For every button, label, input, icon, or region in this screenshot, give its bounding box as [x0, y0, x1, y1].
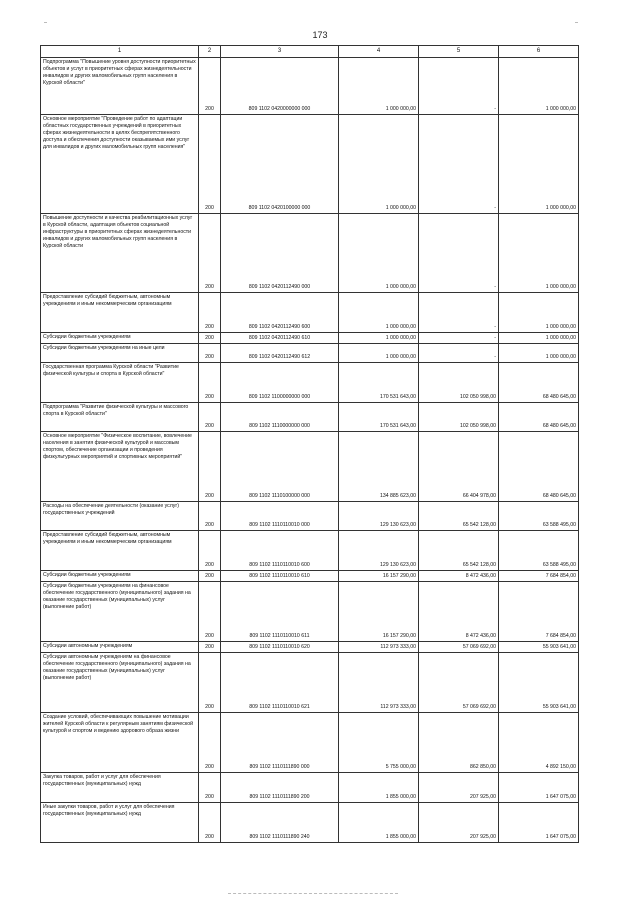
row-value-col5: - [419, 293, 499, 333]
table-row [41, 582, 579, 642]
row-value-col4: 129 130 623,00 [339, 531, 419, 571]
page-number: 173 [312, 30, 328, 40]
column-header: 4 [339, 46, 419, 58]
table-row [41, 363, 579, 403]
row-value-col4: 1 000 000,00 [339, 214, 419, 293]
row-col2-cell: 200 [199, 653, 221, 713]
row-code-cell: 809 1102 1110111890 240 [221, 803, 339, 843]
budget-table [40, 45, 579, 843]
row-value-col6: 68 480 645,00 [499, 363, 579, 403]
row-code-cell: 809 1102 1110000000 000 [221, 403, 339, 432]
row-value-col6: 1 000 000,00 [499, 58, 579, 115]
row-col2-cell: 200 [199, 582, 221, 642]
row-value-col6: 55 903 641,00 [499, 653, 579, 713]
row-name-cell: Государственная программа Курской области "Развитие физической культуры и спорта в Курской области" [41, 363, 199, 403]
table-row [41, 642, 579, 653]
row-col2-cell: 200 [199, 713, 221, 773]
row-value-col4: 1 855 000,00 [339, 803, 419, 843]
row-name-cell: Расходы на обеспечение деятельности (оказание услуг) государственных учреждений [41, 502, 199, 531]
row-code-cell: 809 1102 0420112490 600 [221, 293, 339, 333]
row-value-col4: 1 000 000,00 [339, 293, 419, 333]
row-code-cell: 809 1102 0420112490 000 [221, 214, 339, 293]
row-value-col6: 7 684 854,00 [499, 582, 579, 642]
row-value-col6: 1 000 000,00 [499, 214, 579, 293]
table-row [41, 403, 579, 432]
row-code-cell: 809 1102 1110110010 620 [221, 642, 339, 653]
row-code-cell: 809 1102 0420112490 612 [221, 344, 339, 363]
row-value-col6: 1 000 000,00 [499, 344, 579, 363]
column-header: 3 [221, 46, 339, 58]
row-code-cell: 809 1102 1110111890 200 [221, 773, 339, 803]
table-row [41, 803, 579, 843]
row-name-cell: Закупка товаров, работ и услуг для обеспечения государственных (муниципальных) нужд [41, 773, 199, 803]
row-value-col5: 65 542 128,00 [419, 502, 499, 531]
row-col2-cell: 200 [199, 803, 221, 843]
row-code-cell: 809 1102 0420000000 000 [221, 58, 339, 115]
row-value-col6: 63 588 495,00 [499, 531, 579, 571]
row-value-col5: 862 850,00 [419, 713, 499, 773]
row-code-cell: 809 1102 1110100000 000 [221, 432, 339, 502]
row-name-cell: Подпрограмма "Развитие физической культуры и массового спорта в Курской области" [41, 403, 199, 432]
row-value-col5: - [419, 333, 499, 344]
row-code-cell: 809 1102 1110110010 000 [221, 502, 339, 531]
row-col2-cell: 200 [199, 333, 221, 344]
table-header-row [41, 46, 579, 58]
row-col2-cell: 200 [199, 293, 221, 333]
table-row [41, 713, 579, 773]
row-value-col4: 1 000 000,00 [339, 58, 419, 115]
table-row [41, 344, 579, 363]
row-value-col6: 55 903 641,00 [499, 642, 579, 653]
bottom-dashed-line [228, 893, 398, 894]
row-col2-cell: 200 [199, 642, 221, 653]
scan-mark [44, 22, 47, 23]
row-value-col5: - [419, 344, 499, 363]
table-row [41, 58, 579, 115]
row-col2-cell: 200 [199, 115, 221, 214]
row-value-col4: 1 000 000,00 [339, 333, 419, 344]
table-row [41, 773, 579, 803]
row-value-col6: 68 480 645,00 [499, 403, 579, 432]
row-value-col6: 4 892 150,00 [499, 713, 579, 773]
row-value-col5: 102 050 998,00 [419, 403, 499, 432]
table-row [41, 531, 579, 571]
row-name-cell: Подпрограмма "Повышение уровня доступности приоритетных объектов и услуг в приоритетных сферах жизнедеятельности инвалидов и других маломобильных групп населения в Курской области" [41, 58, 199, 115]
row-value-col6: 1 000 000,00 [499, 333, 579, 344]
row-value-col5: 207 925,00 [419, 773, 499, 803]
row-value-col5: - [419, 58, 499, 115]
column-header: 1 [41, 46, 199, 58]
row-value-col6: 1 000 000,00 [499, 115, 579, 214]
table-row [41, 293, 579, 333]
table-body [41, 58, 579, 843]
row-col2-cell: 200 [199, 773, 221, 803]
row-name-cell: Субсидии бюджетным учреждениям на финансовое обеспечение государственного (муниципального) задания на оказание государственных (муниципальных) услуг (выполнение работ) [41, 582, 199, 642]
row-value-col4: 112 973 333,00 [339, 653, 419, 713]
row-col2-cell: 200 [199, 571, 221, 582]
row-value-col4: 1 000 000,00 [339, 115, 419, 214]
row-value-col4: 170 531 643,00 [339, 403, 419, 432]
row-name-cell: Субсидии бюджетным учреждениям [41, 333, 199, 344]
row-value-col4: 1 000 000,00 [339, 344, 419, 363]
column-header: 6 [499, 46, 579, 58]
row-value-col4: 16 157 290,00 [339, 571, 419, 582]
row-col2-cell: 200 [199, 432, 221, 502]
row-value-col4: 129 130 623,00 [339, 502, 419, 531]
row-value-col5: 57 069 692,00 [419, 653, 499, 713]
row-value-col5: 8 472 436,00 [419, 582, 499, 642]
row-name-cell: Предоставление субсидий бюджетным, автономным учреждениям и иным некоммерческим организациям [41, 531, 199, 571]
row-value-col4: 16 157 290,00 [339, 582, 419, 642]
row-name-cell: Создание условий, обеспечивающих повышение мотивации жителей Курской области к регулярным занятиям физической культурой и спортом и ведению здорового образа жизни [41, 713, 199, 773]
column-header: 2 [199, 46, 221, 58]
row-value-col6: 68 480 645,00 [499, 432, 579, 502]
row-code-cell: 809 1102 1110110010 611 [221, 582, 339, 642]
row-value-col6: 1 647 075,00 [499, 773, 579, 803]
row-value-col5: 57 069 692,00 [419, 642, 499, 653]
row-value-col5: - [419, 115, 499, 214]
row-name-cell: Субсидии автономным учреждениям на финансовое обеспечение государственного (муниципального) задания на оказание государственных (муниципальных) услуг (выполнение работ) [41, 653, 199, 713]
row-col2-cell: 200 [199, 502, 221, 531]
row-value-col5: 8 472 436,00 [419, 571, 499, 582]
row-col2-cell: 200 [199, 403, 221, 432]
row-name-cell: Основное мероприятие "Проведение работ по адаптации областных государственных учреждений в приоритетных сферах жизнедеятельности в целях беспрепятственного доступа и обеспечения доступности оказываемых ими услуг для инвалидов и других маломобильных групп населения" [41, 115, 199, 214]
row-code-cell: 809 1102 1110110010 621 [221, 653, 339, 713]
row-code-cell: 809 1102 0420112490 610 [221, 333, 339, 344]
table-row [41, 214, 579, 293]
row-value-col5: - [419, 214, 499, 293]
row-code-cell: 809 1102 1100000000 000 [221, 363, 339, 403]
row-value-col4: 134 885 623,00 [339, 432, 419, 502]
row-name-cell: Основное мероприятие "Физическое воспитание, вовлечение населения в занятия физической культурой и массовым спортом, обеспечение организации и проведения физкультурных мероприятий и спортивных мероприятий" [41, 432, 199, 502]
column-header: 5 [419, 46, 499, 58]
row-value-col5: 102 050 998,00 [419, 363, 499, 403]
row-name-cell: Субсидии бюджетным учреждениям [41, 571, 199, 582]
row-col2-cell: 200 [199, 58, 221, 115]
row-code-cell: 809 1102 1110110010 600 [221, 531, 339, 571]
row-name-cell: Субсидии автономным учреждениям [41, 642, 199, 653]
row-code-cell: 809 1102 1110110010 610 [221, 571, 339, 582]
row-col2-cell: 200 [199, 363, 221, 403]
row-value-col5: 65 542 128,00 [419, 531, 499, 571]
row-name-cell: Иные закупки товаров, работ и услуг для обеспечения государственных (муниципальных) нужд [41, 803, 199, 843]
row-value-col4: 1 855 000,00 [339, 773, 419, 803]
row-value-col6: 7 684 854,00 [499, 571, 579, 582]
table-row [41, 432, 579, 502]
table-row [41, 115, 579, 214]
row-col2-cell: 200 [199, 531, 221, 571]
row-code-cell: 809 1102 1110111890 000 [221, 713, 339, 773]
row-name-cell: Повышение доступности и качества реабилитационных услуг в Курской области, адаптация объектов социальной инфраструктуры в приоритетных сферах жизнедеятельности инвалидов и других маломобильных групп населения в Курской области [41, 214, 199, 293]
row-value-col6: 1 647 075,00 [499, 803, 579, 843]
row-value-col5: 207 925,00 [419, 803, 499, 843]
table-row [41, 571, 579, 582]
row-value-col6: 63 588 495,00 [499, 502, 579, 531]
row-name-cell: Субсидии бюджетным учреждениям на иные цели [41, 344, 199, 363]
row-name-cell: Предоставление субсидий бюджетным, автономным учреждениям и иным некоммерческим организациям [41, 293, 199, 333]
row-code-cell: 809 1102 0420100000 000 [221, 115, 339, 214]
row-value-col5: 66 404 978,00 [419, 432, 499, 502]
row-col2-cell: 200 [199, 344, 221, 363]
row-value-col4: 170 531 643,00 [339, 363, 419, 403]
table-row [41, 653, 579, 713]
table-row [41, 502, 579, 531]
row-value-col4: 5 755 000,00 [339, 713, 419, 773]
row-col2-cell: 200 [199, 214, 221, 293]
row-value-col6: 1 000 000,00 [499, 293, 579, 333]
table-row [41, 333, 579, 344]
row-value-col4: 112 973 333,00 [339, 642, 419, 653]
scan-mark [575, 22, 578, 23]
